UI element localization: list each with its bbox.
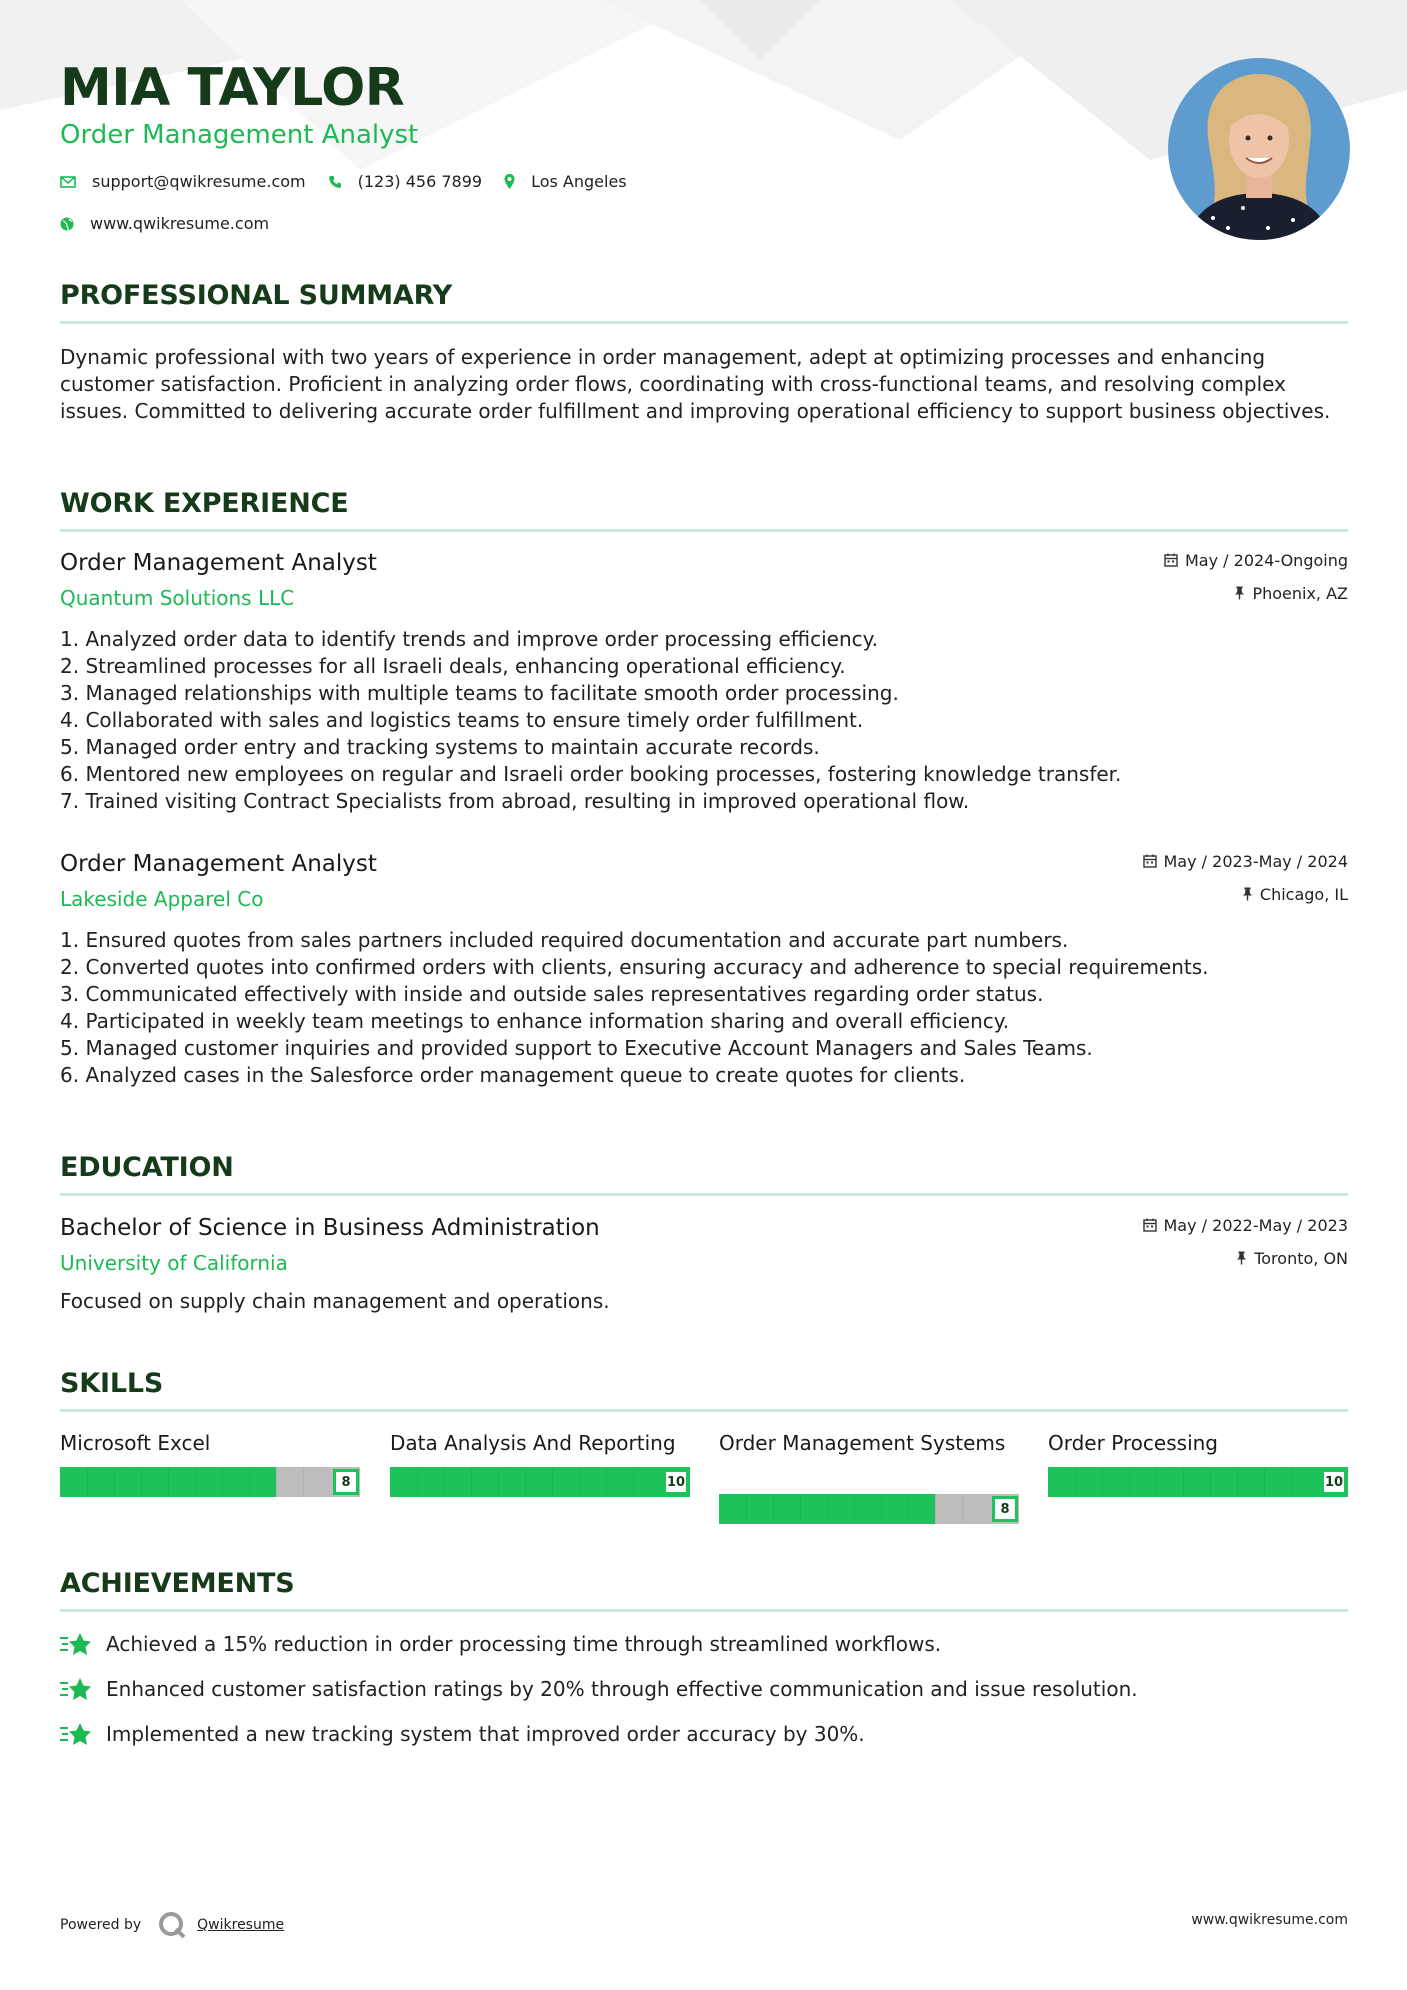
job-bullet: 1. Ensured quotes from sales partners included required documentation and accurate part numbers. [60, 928, 1069, 952]
job-bullets [60, 927, 1348, 1089]
skill-name: Data Analysis And Reporting [390, 1431, 676, 1455]
education-entry [60, 1215, 1348, 1313]
skill-score: 8 [333, 1469, 359, 1495]
skill-bar-segment [114, 1467, 115, 1497]
education-heading: EDUCATION [60, 1152, 234, 1183]
job-bullet: 7. Trained visiting Contract Specialists from abroad, resulting in improved operational flow. [60, 789, 970, 813]
skill-bar-segment [935, 1494, 936, 1524]
skill-bar-segment [498, 1467, 499, 1497]
skill-bar-segment [962, 1494, 963, 1524]
star-icon [60, 1677, 92, 1701]
skills-section-header [60, 1368, 1348, 1412]
skill-bar-segment [579, 1467, 580, 1497]
location-text: Los Angeles [531, 172, 627, 191]
skill-bar-segment [773, 1494, 774, 1524]
job-dates [1143, 851, 1349, 871]
job-location-text: Chicago, IL [1259, 884, 1348, 904]
skill-bar-segment [222, 1467, 223, 1497]
skill-level-bar [390, 1467, 690, 1497]
skill-bar-segment [276, 1467, 277, 1497]
job-location [1143, 884, 1349, 904]
skill-score: 8 [992, 1496, 1018, 1522]
job-bullet: 5. Managed customer inquiries and provided support to Executive Account Managers and Sales Teams. [60, 1036, 1093, 1060]
skill-bar-segment [1264, 1467, 1265, 1497]
skill-bar-segment [1237, 1467, 1238, 1497]
footer-website-link[interactable]: www.qwikresume.com [1191, 1912, 1348, 1928]
skill-level-bar [60, 1467, 360, 1497]
calendar-icon [1143, 1218, 1157, 1232]
job-bullet: 1. Analyzed order data to identify trends and improve order processing efficiency. [60, 627, 878, 651]
star-icon [60, 1632, 92, 1656]
email-icon [60, 176, 76, 188]
skill-bar-segment [854, 1494, 855, 1524]
education-location [1143, 1248, 1349, 1268]
skill-bar-segment [1210, 1467, 1211, 1497]
education-location-text: Toronto, ON [1254, 1248, 1348, 1268]
brand-link[interactable]: Qwikresume [197, 1917, 285, 1933]
summary-heading: PROFESSIONAL SUMMARY [60, 280, 453, 311]
calendar-icon [1164, 553, 1178, 567]
job-dates-text: May / 2023-May / 2024 [1163, 851, 1348, 871]
skill-item [1048, 1430, 1348, 1497]
skill-score: 10 [1321, 1469, 1347, 1495]
achievement-item [60, 1632, 1348, 1656]
achievement-text: Implemented a new tracking system that improved order accuracy by 30%. [106, 1722, 865, 1746]
skill-bar-segment [827, 1494, 828, 1524]
skill-bar-segment [1291, 1467, 1292, 1497]
job-location-text: Phoenix, AZ [1252, 583, 1348, 603]
skill-item [60, 1430, 360, 1497]
pushpin-icon [1234, 586, 1245, 600]
education-dates-text: May / 2022-May / 2023 [1163, 1215, 1348, 1235]
company-name: Quantum Solutions LLC [60, 586, 295, 610]
powered-by-label: Powered by [60, 1917, 142, 1933]
contact-phone[interactable] [328, 172, 482, 191]
skill-name: Microsoft Excel [60, 1431, 211, 1455]
skill-level-bar [719, 1494, 1019, 1524]
education-description: Focused on supply chain management and operations. [60, 1289, 610, 1313]
achievements-heading: ACHIEVEMENTS [60, 1568, 295, 1599]
skill-bar-segment [168, 1467, 169, 1497]
skill-bar-segment [1102, 1467, 1103, 1497]
section-divider [60, 1193, 1348, 1196]
job-bullet: 4. Participated in weekly team meetings to enhance information sharing and overall efficiency. [60, 1009, 1010, 1033]
summary-text: Dynamic professional with two years of experience in order management, adept at optimizing processes and enhancing customer satisfaction. Proficient in analyzing order flows, coordinating with cross-functional teams, and resolving complex issues. Committed to delivering accurate order fulfillment and improving operational efficiency to support business objectives. [60, 345, 1331, 423]
job-title: Order Management Analyst [60, 851, 377, 877]
pushpin-icon [1242, 887, 1253, 901]
experience-section-header [60, 488, 1348, 532]
skill-bar-segment [633, 1467, 634, 1497]
contact-email[interactable] [60, 172, 306, 191]
summary-section-header [60, 280, 1348, 324]
skill-name: Order Management Systems [719, 1431, 1006, 1455]
job-bullet: 6. Mentored new employees on regular and Israeli order booking processes, fostering knowledge transfer. [60, 762, 1122, 786]
job-entry [60, 851, 1348, 1089]
job-dates-text: May / 2024-Ongoing [1185, 550, 1348, 570]
skill-bar-segment [444, 1467, 445, 1497]
website-text: www.qwikresume.com [90, 214, 270, 233]
contact-website[interactable] [60, 214, 269, 233]
job-location [1164, 583, 1348, 603]
email-text: support@qwikresume.com [92, 172, 306, 191]
school-name: University of California [60, 1251, 288, 1275]
skill-score: 10 [663, 1469, 689, 1495]
job-bullet: 4. Collaborated with sales and logistics teams to ensure timely order fulfillment. [60, 708, 864, 732]
achievement-text: Achieved a 15% reduction in order processing time through streamlined workflows. [106, 1632, 942, 1656]
job-bullet: 3. Communicated effectively with inside and outside sales representatives regarding order status. [60, 982, 1044, 1006]
globe-icon [60, 217, 74, 231]
experience-heading: WORK EXPERIENCE [60, 488, 349, 519]
job-entry [60, 550, 1348, 815]
achievement-text: Enhanced customer satisfaction ratings by 20% through effective communication and issue resolution. [106, 1677, 1138, 1701]
profile-photo [1168, 58, 1350, 240]
contact-location [504, 172, 627, 191]
skill-name: Order Processing [1048, 1431, 1218, 1455]
job-title: Order Management Analyst [60, 550, 377, 576]
skill-bar-segment [87, 1467, 88, 1497]
job-bullet: 6. Analyzed cases in the Salesforce order management queue to create quotes for clients. [60, 1063, 966, 1087]
skill-level-fill [1048, 1467, 1348, 1497]
job-bullet: 2. Streamlined processes for all Israeli deals, enhancing operational efficiency. [60, 654, 846, 678]
skill-level-bar [1048, 1467, 1348, 1497]
section-divider [60, 1609, 1348, 1612]
skill-bar-segment [1156, 1467, 1157, 1497]
section-divider [60, 321, 1348, 324]
achievements-section-header [60, 1568, 1348, 1612]
phone-icon [328, 175, 342, 189]
skill-level-fill [390, 1467, 690, 1497]
job-bullet: 2. Converted quotes into confirmed orders with clients, ensuring accuracy and adherence to special requirements. [60, 955, 1209, 979]
skill-bar-segment [525, 1467, 526, 1497]
candidate-title: Order Management Analyst [60, 120, 419, 150]
contact-row [60, 172, 649, 191]
skill-bar-segment [471, 1467, 472, 1497]
contact-row-website [60, 214, 291, 233]
section-divider [60, 1409, 1348, 1412]
job-bullet: 3. Managed relationships with multiple teams to facilitate smooth order processing. [60, 681, 899, 705]
degree-title: Bachelor of Science in Business Administration [60, 1215, 600, 1241]
candidate-name: MIA TAYLOR [60, 58, 405, 118]
skill-bar-segment [800, 1494, 801, 1524]
pushpin-icon [1236, 1251, 1247, 1265]
skill-bar-segment [881, 1494, 882, 1524]
skill-bar-segment [249, 1467, 250, 1497]
skill-bar-segment [746, 1494, 747, 1524]
powered-by [60, 1910, 284, 1940]
company-name: Lakeside Apparel Co [60, 887, 264, 911]
skill-item [390, 1430, 690, 1497]
star-icon [60, 1722, 92, 1746]
skill-bar-segment [303, 1467, 304, 1497]
skill-item [719, 1430, 1019, 1524]
job-meta [1143, 851, 1349, 904]
education-section-header [60, 1152, 1348, 1196]
page-footer [60, 1900, 1348, 1940]
achievement-item [60, 1722, 1348, 1746]
job-bullet: 5. Managed order entry and tracking systems to maintain accurate records. [60, 735, 820, 759]
skill-bar-segment [606, 1467, 607, 1497]
skill-bar-segment [417, 1467, 418, 1497]
skills-heading: SKILLS [60, 1368, 164, 1399]
skill-bar-segment [1075, 1467, 1076, 1497]
phone-text: (123) 456 7899 [357, 172, 483, 191]
calendar-icon [1143, 854, 1157, 868]
skill-bar-segment [1183, 1467, 1184, 1497]
job-bullets [60, 626, 1348, 815]
skill-bar-segment [908, 1494, 909, 1524]
section-divider [60, 529, 1348, 532]
job-meta [1164, 550, 1348, 603]
education-dates [1143, 1215, 1349, 1235]
job-dates [1164, 550, 1348, 570]
skill-bar-segment [552, 1467, 553, 1497]
education-meta [1143, 1215, 1349, 1268]
achievement-item [60, 1677, 1348, 1701]
qwikresume-logo-icon [157, 1910, 187, 1940]
skill-bar-segment [141, 1467, 142, 1497]
skill-bar-segment [1129, 1467, 1130, 1497]
map-pin-icon [504, 174, 515, 189]
skill-bar-segment [195, 1467, 196, 1497]
